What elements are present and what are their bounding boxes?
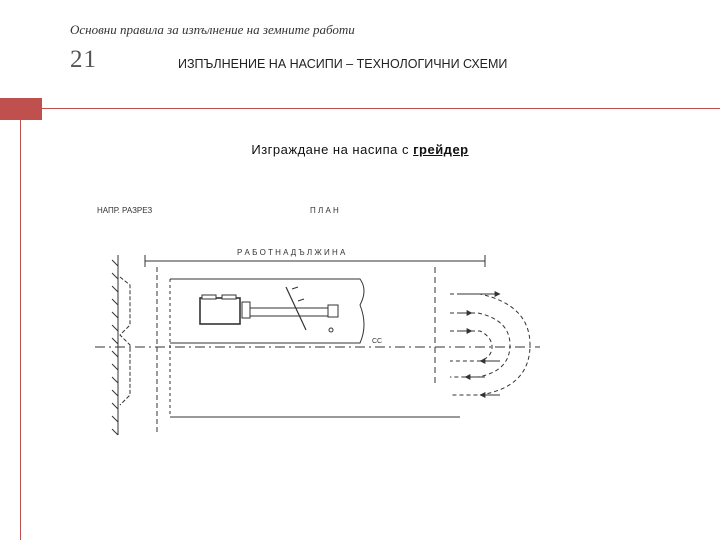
section-label: НАПР. РАЗРЕЗ (97, 206, 153, 215)
grader-path-arrows (450, 294, 530, 395)
drawing-caption (0, 142, 720, 157)
caption-text: Изграждане на насипа с (251, 142, 414, 157)
slide-title: ИЗПЪЛНЕНИЕ НА НАСИПИ – ТЕХНОЛОГИЧНИ СХЕМИ (178, 57, 508, 71)
embankment-section (120, 277, 130, 405)
ground-hatching (112, 255, 118, 435)
technological-scheme-drawing (60, 195, 580, 455)
grader (200, 287, 338, 332)
working-length-label: Р А Б О Т Н А Д Ъ Л Ж И Н А (237, 248, 346, 257)
axis-label: СС (372, 338, 383, 345)
accent-divider (42, 108, 720, 109)
plan-label: П Л А Н (310, 206, 339, 215)
caption-emphasis: грейдер (413, 142, 469, 157)
header-subtitle: Основни правила за изпълнение на земните работи (70, 22, 355, 37)
slide-number: 21 (70, 46, 97, 73)
left-rule (20, 120, 21, 540)
accent-block (0, 98, 42, 120)
